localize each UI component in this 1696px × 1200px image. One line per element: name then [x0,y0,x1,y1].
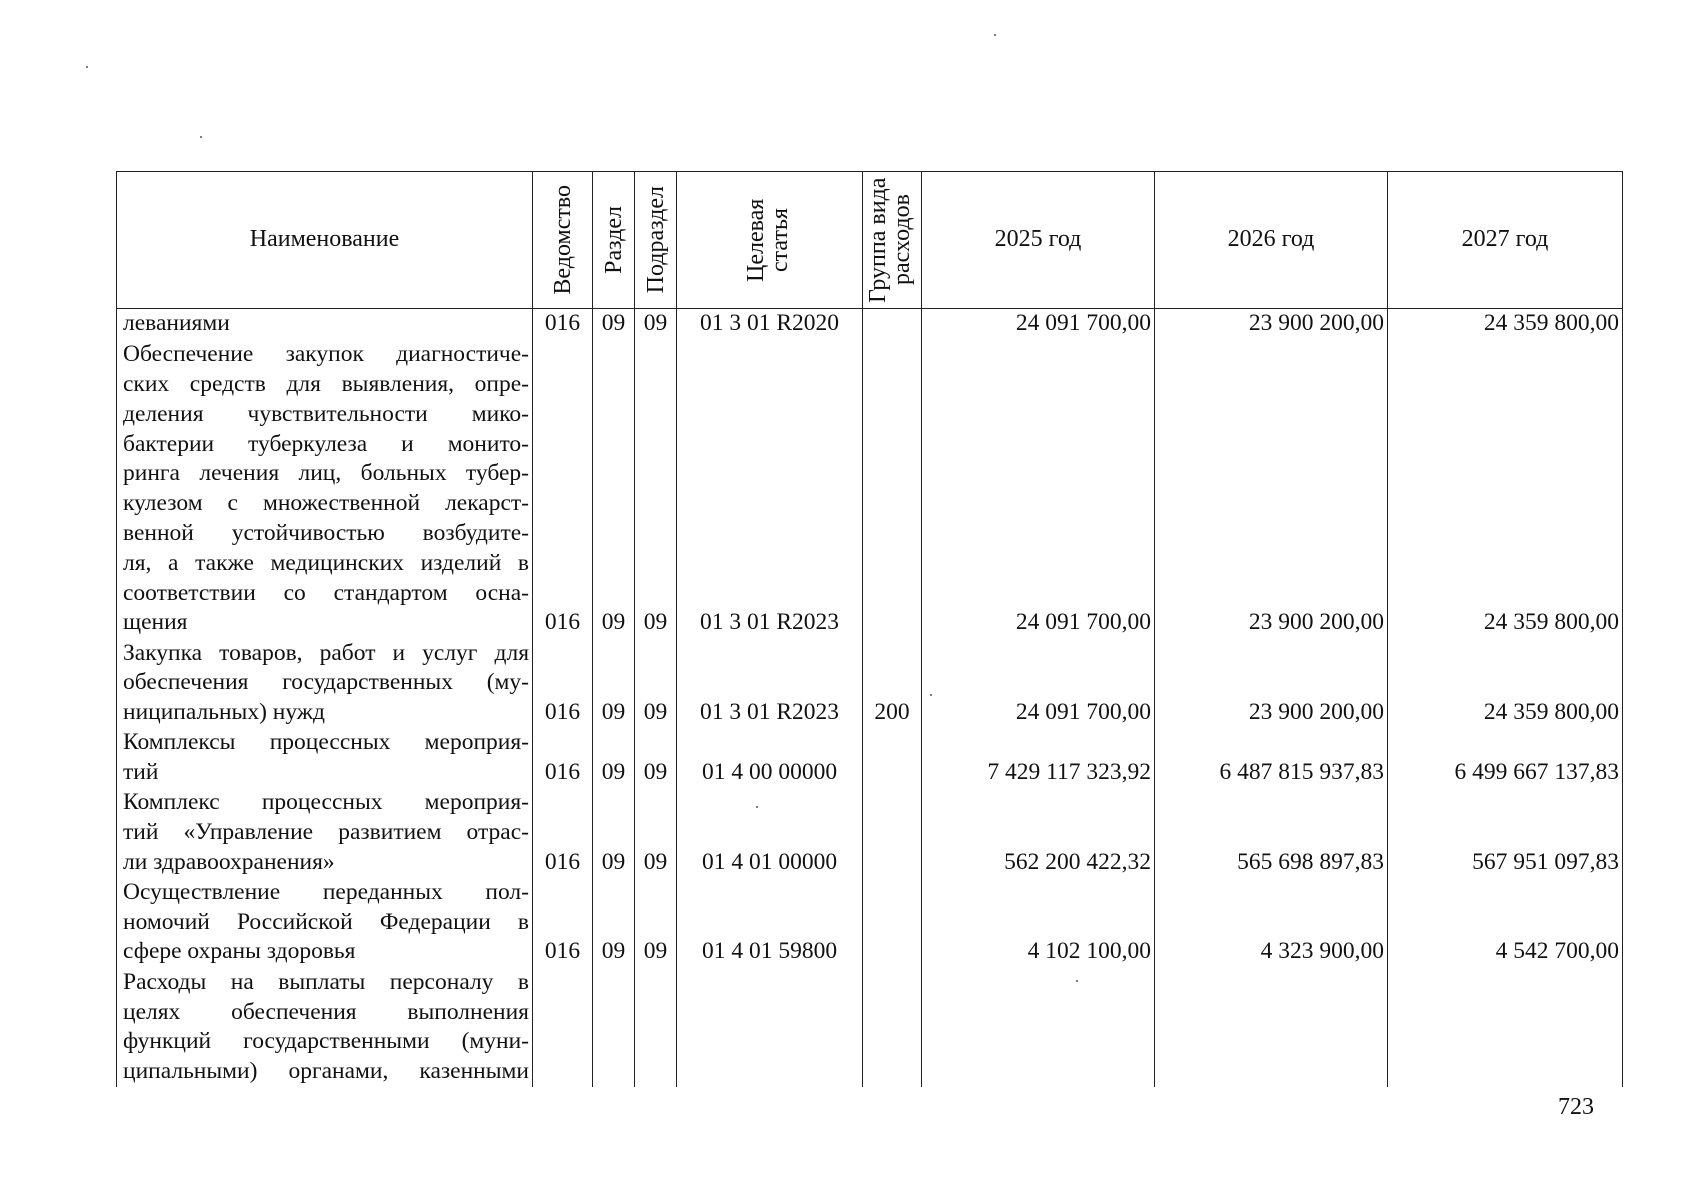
scan-speck [930,694,932,696]
row-name-line: сфере охраны здоровья [123,938,356,965]
ministry-cell: 016 [533,638,593,728]
section-cell: 09 [593,339,635,638]
amount-2027-cell: 24 359 800,00 [1388,638,1623,728]
subsection-cell: 09 [635,788,677,878]
amount-2026-cell: 565 698 897,83 [1155,788,1388,878]
row-name-line: щения [123,609,188,636]
row-name-cell [117,728,533,788]
table-row [117,878,1623,968]
row-name-line: ципальными) органами, казенными [123,1058,529,1085]
row-name-line: бактерии туберкулеза и монито- [123,430,529,457]
section-cell: 09 [593,638,635,728]
row-name-line: целях обеспечения выполнения [123,998,529,1025]
expense-group-cell [863,309,922,339]
amount-2025-cell: 4 102 100,00 [922,878,1155,968]
row-name-line: Комплексы процессных мероприя- [123,729,529,756]
header-2027: 2027 год [1388,172,1623,309]
subsection-cell: 09 [635,309,677,339]
table-row [117,788,1623,878]
ministry-cell: 016 [533,788,593,878]
row-name-line: ля, а также медицинских изделий в [123,549,529,576]
amount-2027-cell: 24 359 800,00 [1388,309,1623,339]
section-cell [593,967,635,1087]
amount-2026-cell: 23 900 200,00 [1155,309,1388,339]
table-row [117,339,1623,638]
subsection-cell: 09 [635,638,677,728]
row-name-line: Комплекс процессных мероприя- [123,789,529,816]
row-name-line: кулезом с множественной лекарст- [123,490,529,517]
amount-2027-cell: 24 359 800,00 [1388,339,1623,638]
table-row [117,967,1623,1087]
scan-speck [86,66,88,68]
header-name: Наименование [117,172,533,309]
table-header-row [117,172,1623,309]
table-row [117,638,1623,728]
expense-group-cell [863,967,922,1087]
target-item-cell: 01 4 01 59800 [677,878,863,968]
amount-2027-cell: 567 951 097,83 [1388,788,1623,878]
amount-2025-cell: 7 429 117 323,92 [922,728,1155,788]
ministry-cell [533,967,593,1087]
section-cell: 09 [593,728,635,788]
table-row [117,728,1623,788]
header-target-item: Целевая статья [677,172,863,309]
header-2026: 2026 год [1155,172,1388,309]
target-item-cell: 01 3 01 R2020 [677,309,863,339]
target-item-cell [677,967,863,1087]
header-subsection: Подраздел [635,172,677,309]
amount-2025-cell: 562 200 422,32 [922,788,1155,878]
amount-2025-cell [922,967,1155,1087]
amount-2027-cell: 6 499 667 137,83 [1388,728,1623,788]
section-cell: 09 [593,878,635,968]
row-name-line: ринга лечения лиц, больных тубер- [123,460,529,487]
target-item-cell: 01 3 01 R2023 [677,638,863,728]
row-name-line: номочий Российской Федерации в [123,908,529,935]
amount-2026-cell: 23 900 200,00 [1155,339,1388,638]
row-name-cell [117,878,533,968]
row-name-line: ниципальных) нужд [123,699,325,726]
expense-group-cell [863,878,922,968]
header-expense-group: Группа вида расходов [863,172,922,309]
row-name-cell [117,638,533,728]
expense-group-cell: 200 [863,638,922,728]
header-section: Раздел [593,172,635,309]
subsection-cell: 09 [635,339,677,638]
amount-2025-cell: 24 091 700,00 [922,309,1155,339]
amount-2025-cell: 24 091 700,00 [922,339,1155,638]
amount-2027-cell [1388,967,1623,1087]
row-name-line: ских средств для выявления, опре- [123,370,529,397]
subsection-cell [635,967,677,1087]
target-item-cell: 01 3 01 R2023 [677,339,863,638]
amount-2027-cell: 4 542 700,00 [1388,878,1623,968]
row-name-line: Закупка товаров, работ и услуг для [123,639,529,666]
ministry-cell: 016 [533,728,593,788]
expense-group-cell [863,728,922,788]
section-cell: 09 [593,788,635,878]
table-row [117,309,1623,339]
amount-2026-cell: 23 900 200,00 [1155,638,1388,728]
row-name-line: деления чувствительности мико- [123,400,529,427]
row-name-cell [117,788,533,878]
header-ministry: Ведомство [533,172,593,309]
expense-group-cell [863,339,922,638]
row-name-line: венной устойчивостью возбудите- [123,519,529,546]
scan-speck [994,34,996,36]
page-number: 723 [1558,1094,1594,1120]
amount-2025-cell: 24 091 700,00 [922,638,1155,728]
row-name-line: тий «Управление развитием отрас- [123,818,529,845]
ministry-cell: 016 [533,878,593,968]
section-cell: 09 [593,309,635,339]
table-body [117,309,1623,1088]
subsection-cell: 09 [635,878,677,968]
row-name-line: Расходы на выплаты персоналу в [123,968,529,995]
ministry-cell: 016 [533,309,593,339]
row-name-line: тий [123,758,159,785]
row-name-line: соответствии со стандартом осна- [123,579,529,606]
row-name-cell [117,967,533,1087]
target-item-cell: 01 4 00 00000 [677,728,863,788]
budget-table [116,171,1623,1087]
subsection-cell: 09 [635,728,677,788]
scan-speck [1076,980,1078,982]
scan-speck [200,136,202,138]
amount-2026-cell: 4 323 900,00 [1155,878,1388,968]
row-name-cell [117,339,533,638]
expense-group-cell [863,788,922,878]
scan-speck [756,806,758,808]
row-name-line: функций государственными (муни- [123,1028,529,1055]
row-name-line: Осуществление переданных пол- [123,878,529,905]
row-name-line: леваниями [123,310,230,337]
header-2025: 2025 год [922,172,1155,309]
row-name-line: обеспечения государственных (му- [123,669,529,696]
target-item-cell: 01 4 01 00000 [677,788,863,878]
row-name-line: ли здравоохранения» [123,848,335,875]
row-name-line: Обеспечение закупок диагностиче- [123,341,529,368]
amount-2026-cell [1155,967,1388,1087]
row-name-cell [117,309,533,339]
ministry-cell: 016 [533,339,593,638]
amount-2026-cell: 6 487 815 937,83 [1155,728,1388,788]
